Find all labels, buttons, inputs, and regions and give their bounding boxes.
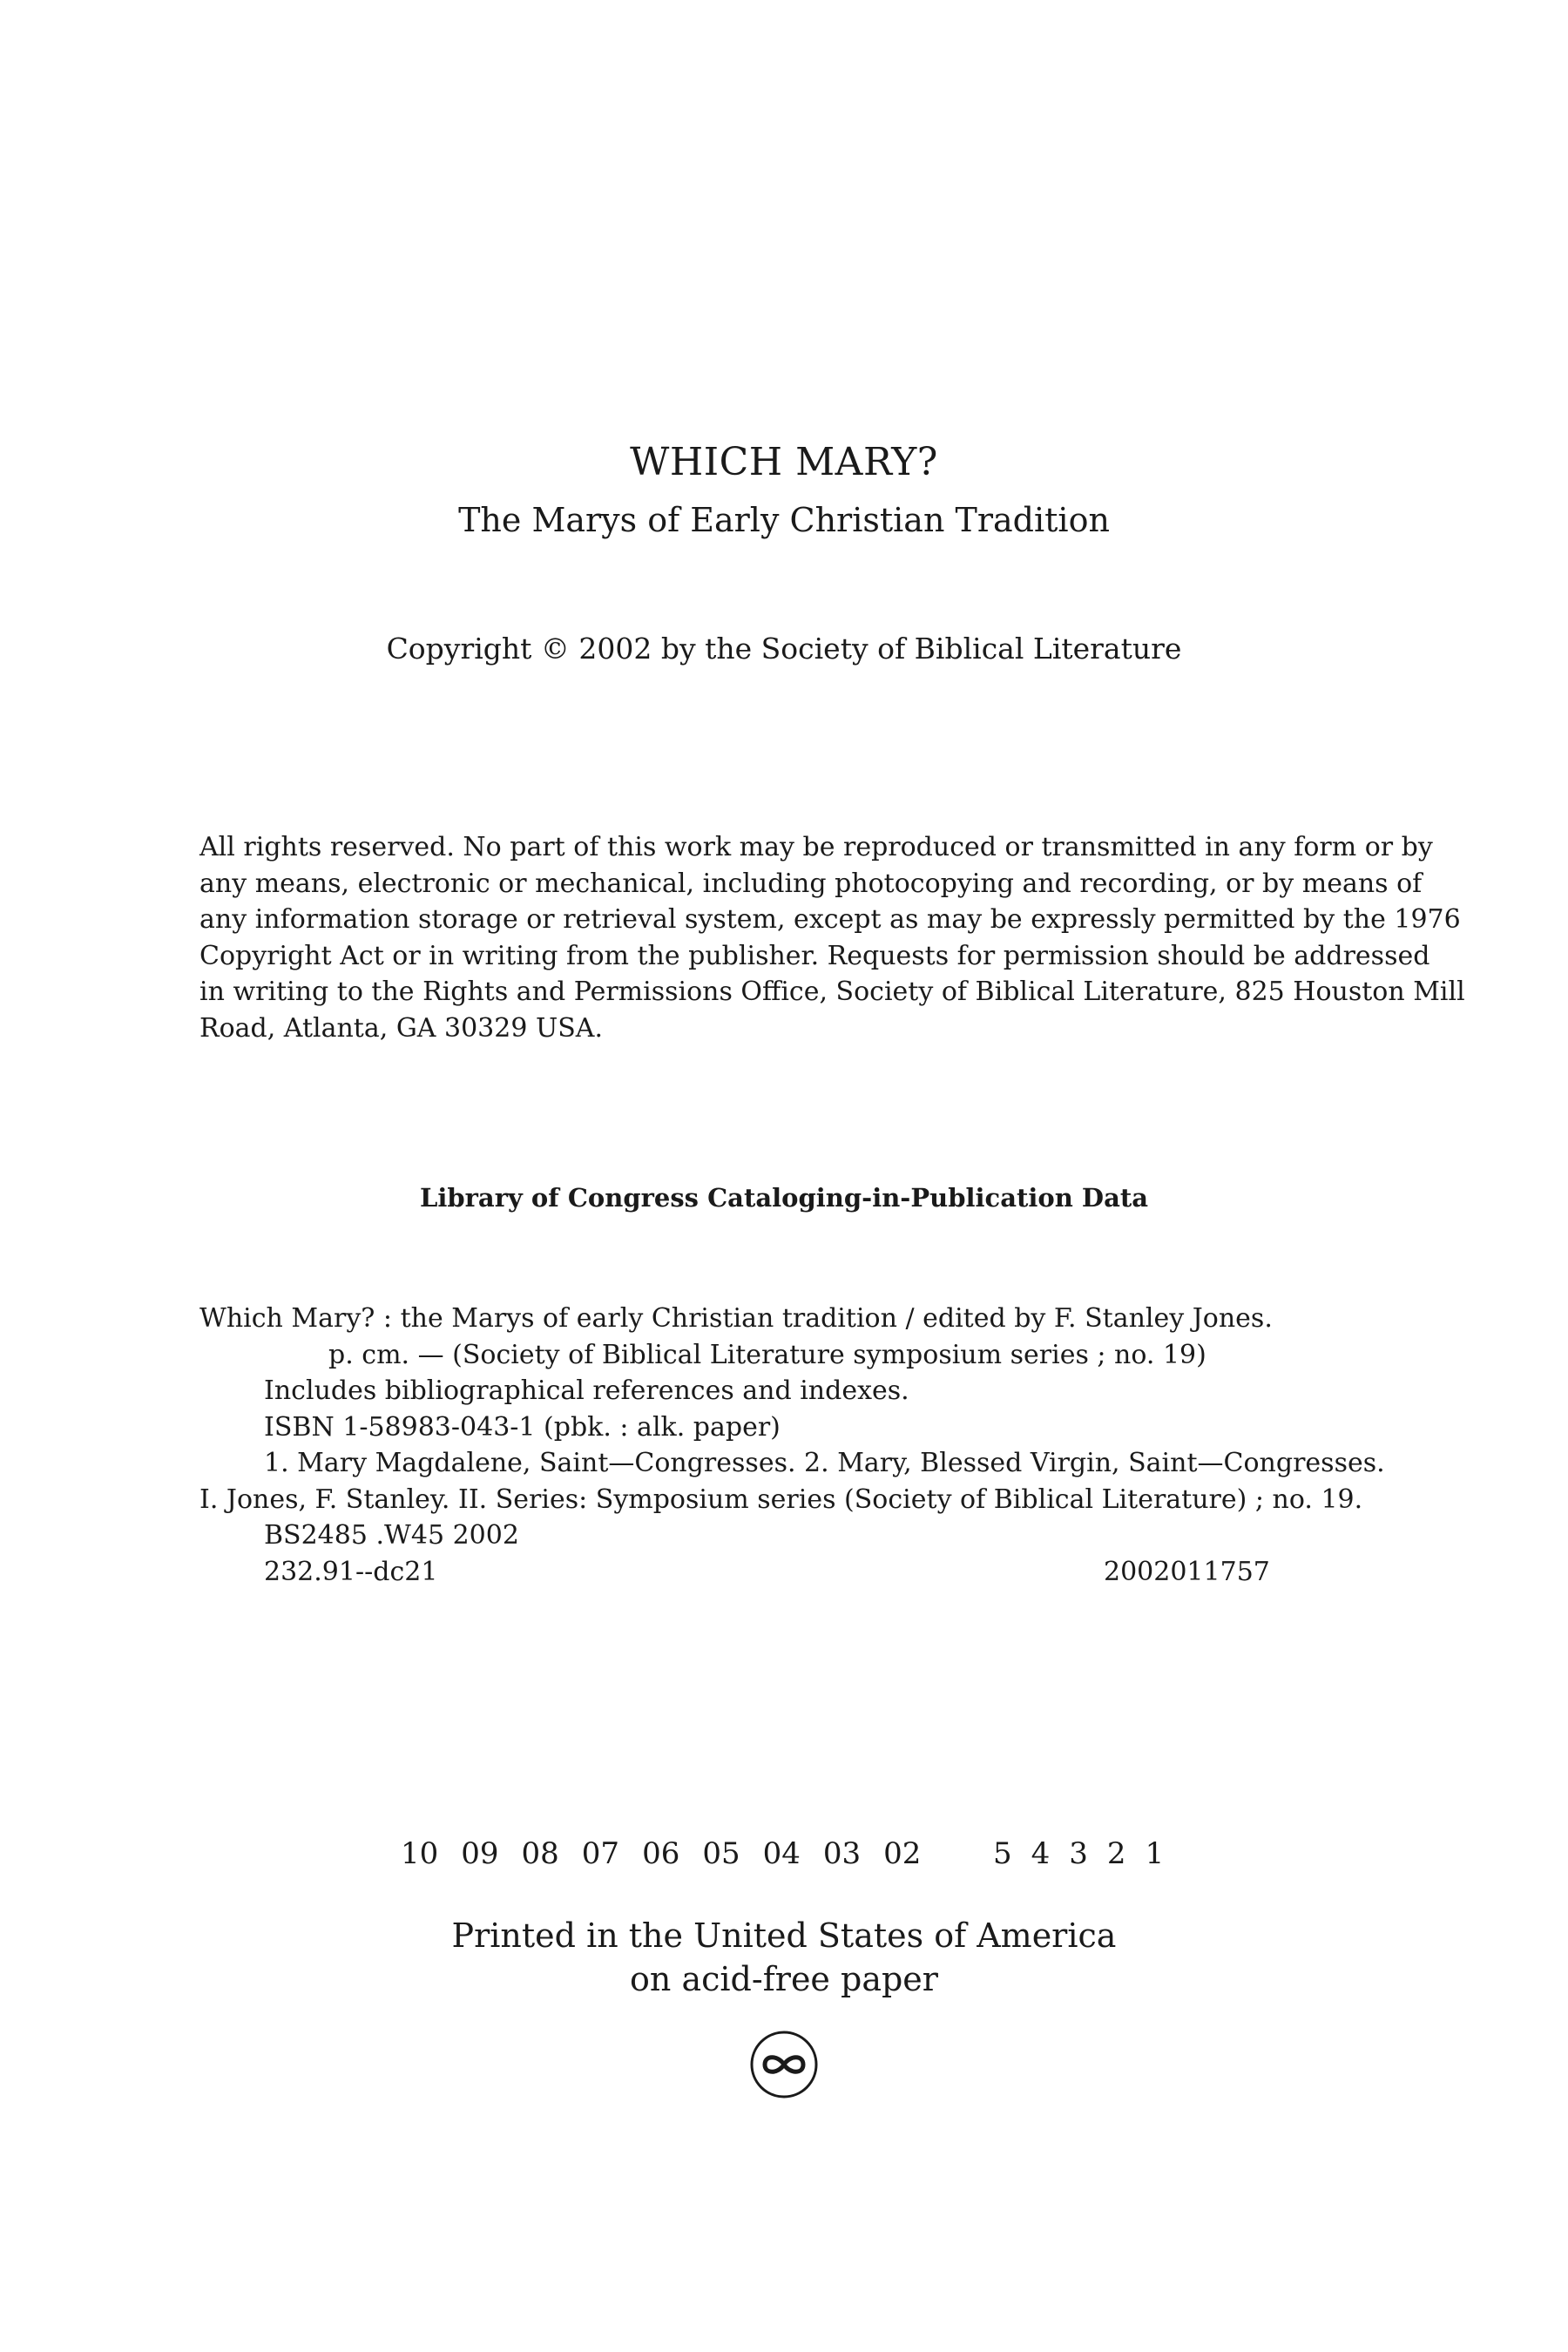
- cip-notes: Includes bibliographical references and indexes.: [264, 1375, 909, 1406]
- printing-years: [401, 1836, 943, 1871]
- cip-entry: Which Mary? : the Marys of early Christian tradition / edited by F. Stanley Jones.: [199, 1303, 1273, 1334]
- printing-year: 03: [822, 1836, 862, 1871]
- cip-dewey-row: [199, 1554, 1419, 1591]
- rights-line: any means, electronic or mechanical, including photocopying and recording, or by means of: [199, 868, 1423, 899]
- printing-year: 02: [883, 1836, 922, 1871]
- acid-free-line: on acid-free paper: [630, 1960, 938, 1998]
- rights-paragraph: [199, 829, 1465, 1046]
- printing-year: 10: [401, 1836, 439, 1871]
- printing-year: 06: [642, 1836, 680, 1871]
- cip-lc-class: BS2485 .W45 2002: [264, 1520, 519, 1551]
- cip-heading: Library of Congress Cataloging-in-Publication Data: [419, 1183, 1149, 1213]
- printing-year: 08: [521, 1836, 559, 1871]
- printing-numbers: [401, 1836, 1165, 1871]
- rights-line: Road, Atlanta, GA 30329 USA.: [199, 1012, 603, 1044]
- cip-isbn: ISBN 1-58983-043-1 (pbk. : alk. paper): [264, 1411, 781, 1443]
- cip-lccn: 2002011757: [1104, 1556, 1270, 1587]
- rights-line: All rights reserved. No part of this work may be reproduced or transmitted in any form or by: [199, 832, 1433, 862]
- printing-impression: 1: [1145, 1836, 1165, 1871]
- rights-line: Copyright Act or in writing from the publisher. Requests for permission should be addressed: [199, 940, 1430, 971]
- cip-physical-description: p. cm. — (Society of Biblical Literature symposium series ; no. 19): [328, 1339, 1206, 1370]
- cip-dewey: 232.91--dc21: [264, 1556, 438, 1587]
- rights-line: any information storage or retrieval system, except as may be expressly permitted by the 1976: [199, 904, 1461, 935]
- printing-year: 07: [581, 1836, 620, 1871]
- printing-impressions: [993, 1836, 1183, 1871]
- book-subtitle: The Marys of Early Christian Tradition: [458, 501, 1110, 539]
- printing-impression: 4: [1031, 1836, 1051, 1871]
- printing-impression: 5: [993, 1836, 1012, 1871]
- rights-line: in writing to the Rights and Permissions Office, Society of Biblical Literature, 825 Houston Mill: [199, 977, 1465, 1007]
- printing-impression: 2: [1106, 1836, 1126, 1871]
- cip-added-entries: I. Jones, F. Stanley. II. Series: Symposium series (Society of Biblical Literature) ; no. 19.: [199, 1484, 1363, 1515]
- printing-impression: 3: [1069, 1836, 1088, 1871]
- copyright-notice: Copyright © 2002 by the Society of Biblical Literature: [386, 632, 1182, 666]
- printed-in-line: Printed in the United States of America: [451, 1916, 1117, 1955]
- printing-year: 09: [461, 1836, 499, 1871]
- cip-record: [199, 1301, 1419, 1590]
- cip-subjects: 1. Mary Magdalene, Saint—Congresses. 2. Mary, Blessed Virgin, Saint—Congresses.: [264, 1448, 1385, 1478]
- book-title: WHICH MARY?: [630, 440, 938, 484]
- printing-year: 05: [702, 1836, 740, 1871]
- infinity-acid-free-icon: [749, 2030, 819, 2099]
- printing-year: 04: [762, 1836, 801, 1871]
